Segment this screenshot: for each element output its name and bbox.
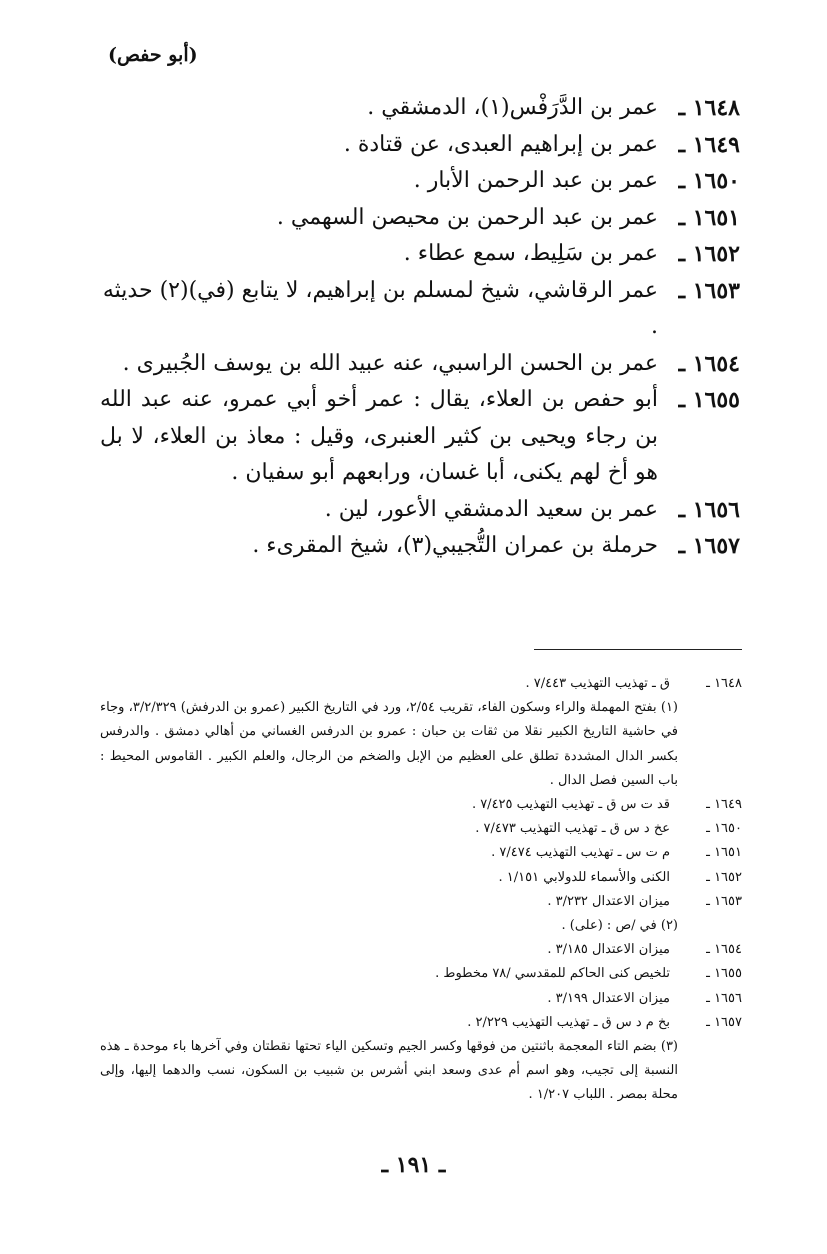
running-head: (أبو حفص) xyxy=(108,44,198,66)
entry-number: ١٦٥٠ ـ xyxy=(678,168,740,194)
note-number: ١٦٥٥ ـ xyxy=(706,966,742,982)
footnote-list xyxy=(100,672,742,1108)
entry-text: حرملة بن عمران التُّجيبي(٣)، شيخ المقرىء . xyxy=(252,533,658,558)
footnote xyxy=(100,914,742,938)
note-text: ميزان الاعتدال ٣/١٨٥ . xyxy=(547,942,670,958)
source-note xyxy=(100,1011,742,1035)
note-text: قد ت س ق ـ تهذيب التهذيب ٧/٤٢٥ . xyxy=(471,797,670,813)
entry-list xyxy=(100,90,740,565)
note-number: ١٦٥٠ ـ xyxy=(706,821,742,837)
footnote-separator xyxy=(534,649,742,650)
source-note xyxy=(100,817,742,841)
entry xyxy=(100,528,740,565)
note-number: ١٦٥٤ ـ xyxy=(706,942,742,958)
entry-text: عمر بن الدَّرَفْس(١)، الدمشقي . xyxy=(367,95,658,120)
entry-number: ١٦٥٢ ـ xyxy=(678,241,740,267)
source-note xyxy=(100,866,742,890)
entry xyxy=(100,346,740,383)
entry-text: عمر بن سَلِيط، سمع عطاء . xyxy=(403,241,658,266)
note-text: (٢) في /ص : (على) . xyxy=(561,918,678,934)
entry-number: ١٦٤٨ ـ xyxy=(678,95,740,121)
note-text: عخ د س ق ـ تهذيب التهذيب ٧/٤٧٣ . xyxy=(475,821,670,837)
note-number: ١٦٥٢ ـ xyxy=(706,869,742,885)
note-number: ١٦٥١ ـ xyxy=(706,845,742,861)
entry-text: أبو حفص بن العلاء، يقال : عمر أخو أبي عمرو، عنه عبد الله بن رجاء ويحيى بن كثير العنبرى، وقيل : معاذ بن العلاء، لا بل هو أخ لهم يكنى، أبا غسان، ورابعهم أبو سفيان . xyxy=(100,387,658,485)
entry xyxy=(100,127,740,164)
page-number: ـ ١٩١ ـ xyxy=(381,1152,446,1178)
entry-number: ١٦٥٤ ـ xyxy=(678,350,740,377)
note-text: ق ـ تهذيب التهذيب ٧/٤٤٣ . xyxy=(525,676,670,691)
note-text: م ت س ـ تهذيب التهذيب ٧/٤٧٤ . xyxy=(491,845,670,861)
entry-text: عمر بن عبد الرحمن بن محيصن السهمي . xyxy=(276,204,658,230)
note-number: ١٦٥٧ ـ xyxy=(706,1014,742,1030)
entry-number: ١٦٥٦ ـ xyxy=(678,496,740,523)
footnote xyxy=(100,1035,742,1108)
note-text: ميزان الاعتدال ٣/٢٣٢ . xyxy=(547,893,670,909)
source-note xyxy=(100,987,742,1011)
entry-number: ١٦٥٧ ـ xyxy=(678,533,740,559)
note-number: ١٦٤٩ ـ xyxy=(706,797,742,813)
source-note xyxy=(100,672,742,696)
entry-text: عمر بن إبراهيم العبدى، عن قتادة . xyxy=(343,131,658,157)
source-note xyxy=(100,841,742,865)
entry-text: عمر بن الحسن الراسبي، عنه عبيد الله بن يوسف الجُبيرى . xyxy=(122,350,658,376)
entry-number: ١٦٥٣ ـ xyxy=(678,277,740,304)
entry-number: ١٦٥١ ـ xyxy=(678,204,740,231)
source-note xyxy=(100,890,742,914)
entry xyxy=(100,236,740,273)
entry-text: عمر بن سعيد الدمشقي الأعور، لين . xyxy=(324,496,658,522)
entry xyxy=(100,200,740,237)
entry xyxy=(100,382,740,492)
note-number: ١٦٤٨ ـ xyxy=(706,676,742,691)
entry xyxy=(100,273,740,346)
entry xyxy=(100,492,740,529)
entry xyxy=(100,163,740,200)
note-text: الكنى والأسماء للدولابي ١/١٥١ . xyxy=(498,869,670,885)
entry-number: ١٦٤٩ ـ xyxy=(678,131,740,158)
note-number: ١٦٥٣ ـ xyxy=(706,893,742,909)
source-note xyxy=(100,962,742,986)
entry xyxy=(100,90,740,127)
source-note xyxy=(100,938,742,962)
note-text: (١) بفتح المهملة والراء وسكون الفاء، تقريب ٢/٥٤، ورد في التاريخ الكبير (عمرو بن الدرفش) ٣/٢/٣٢٩، وجاء في حاشية التاريخ الكبير نقلا من ثقات بن حبان : عمرو بن الدرفس الغساني من أهالي دمشق . والدرفس بكسر الدال المشددة تطلق على العظيم من الإبل والضخم من الرجال، والعلم الكبير . القاموس المحيط : باب السين فصل الدال . xyxy=(100,700,678,788)
note-number: ١٦٥٦ ـ xyxy=(706,990,742,1006)
footnote xyxy=(100,696,742,793)
source-note xyxy=(100,793,742,817)
entry-text: عمر الرقاشي، شيخ لمسلم بن إبراهيم، لا يتابع (في)(٢) حديثه . xyxy=(102,277,658,339)
note-text: ميزان الاعتدال ٣/١٩٩ . xyxy=(547,990,670,1006)
entry-text: عمر بن عبد الرحمن الأبار . xyxy=(413,168,658,193)
entry-number: ١٦٥٥ ـ xyxy=(678,387,740,413)
note-text: بخ م د س ق ـ تهذيب التهذيب ٢/٢٢٩ . xyxy=(467,1014,670,1030)
note-text: (٣) بضم التاء المعجمة باثنتين من فوقها وكسر الجيم وتسكين الياء تحتها نقطتان وفي آخرها باء موحدة ـ هذه النسبة إلى تجيب، وهو اسم أم عدى وسعد ابني أشرس بن شبيب بن السكون، نسب والدهما إليها، وإلى محلة بمصر . اللباب ١/٢٠٧ . xyxy=(100,1039,678,1103)
note-text: تلخيص كنى الحاكم للمقدسي /٧٨ مخطوط . xyxy=(435,966,670,982)
